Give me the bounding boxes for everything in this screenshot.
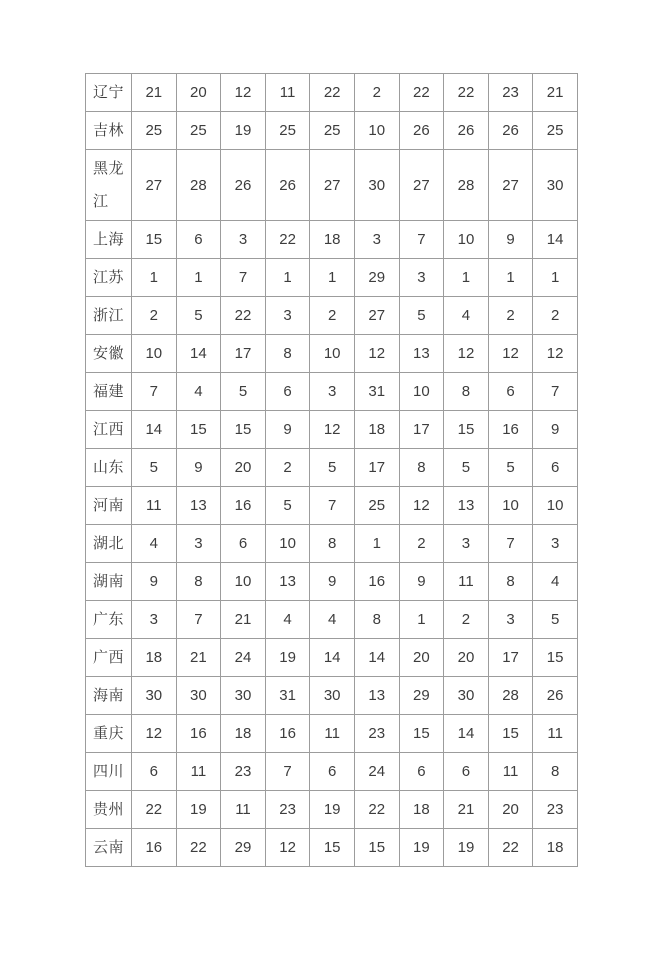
value-cell: 20 [221,449,266,487]
value-cell: 5 [265,487,310,525]
value-cell: 23 [488,74,533,112]
value-cell: 3 [444,525,489,563]
value-cell: 23 [221,753,266,791]
value-cell: 19 [221,112,266,150]
value-cell: 24 [221,639,266,677]
value-cell: 2 [399,525,444,563]
value-cell: 14 [444,715,489,753]
value-cell: 28 [488,677,533,715]
province-label: 黑龙江 [86,150,132,221]
value-cell: 12 [265,829,310,867]
value-cell: 2 [310,297,355,335]
value-cell: 18 [354,411,399,449]
value-cell: 16 [176,715,221,753]
value-cell: 25 [533,112,578,150]
value-cell: 9 [488,221,533,259]
value-cell: 15 [132,221,177,259]
table-row [86,259,578,297]
value-cell: 3 [310,373,355,411]
value-cell: 3 [132,601,177,639]
value-cell: 10 [132,335,177,373]
value-cell: 6 [310,753,355,791]
value-cell: 17 [221,335,266,373]
value-cell: 23 [265,791,310,829]
value-cell: 30 [310,677,355,715]
table-row [86,74,578,112]
value-cell: 9 [533,411,578,449]
table-body [86,74,578,867]
value-cell: 27 [310,150,355,221]
value-cell: 3 [399,259,444,297]
value-cell: 11 [488,753,533,791]
value-cell: 16 [221,487,266,525]
value-cell: 18 [132,639,177,677]
table-row [86,715,578,753]
value-cell: 30 [444,677,489,715]
value-cell: 22 [399,74,444,112]
value-cell: 5 [399,297,444,335]
value-cell: 15 [444,411,489,449]
value-cell: 12 [399,487,444,525]
value-cell: 18 [533,829,578,867]
value-cell: 2 [265,449,310,487]
value-cell: 26 [399,112,444,150]
value-cell: 19 [399,829,444,867]
value-cell: 5 [533,601,578,639]
value-cell: 7 [176,601,221,639]
value-cell: 27 [488,150,533,221]
value-cell: 10 [533,487,578,525]
value-cell: 24 [354,753,399,791]
value-cell: 30 [354,150,399,221]
value-cell: 15 [399,715,444,753]
value-cell: 25 [132,112,177,150]
value-cell: 4 [132,525,177,563]
value-cell: 21 [176,639,221,677]
value-cell: 11 [533,715,578,753]
value-cell: 7 [533,373,578,411]
value-cell: 20 [444,639,489,677]
value-cell: 10 [488,487,533,525]
value-cell: 2 [444,601,489,639]
value-cell: 20 [399,639,444,677]
value-cell: 12 [132,715,177,753]
table-row [86,791,578,829]
value-cell: 1 [176,259,221,297]
value-cell: 15 [221,411,266,449]
table-row [86,112,578,150]
province-label: 福建 [86,373,132,411]
value-cell: 28 [444,150,489,221]
table-row [86,753,578,791]
value-cell: 9 [176,449,221,487]
province-label: 江西 [86,411,132,449]
value-cell: 30 [176,677,221,715]
value-cell: 13 [265,563,310,601]
value-cell: 29 [354,259,399,297]
table-row [86,221,578,259]
value-cell: 3 [221,221,266,259]
value-cell: 30 [533,150,578,221]
value-cell: 15 [488,715,533,753]
value-cell: 5 [310,449,355,487]
value-cell: 2 [488,297,533,335]
value-cell: 14 [132,411,177,449]
value-cell: 9 [265,411,310,449]
province-label: 广东 [86,601,132,639]
value-cell: 10 [310,335,355,373]
value-cell: 18 [310,221,355,259]
province-label: 湖北 [86,525,132,563]
value-cell: 23 [354,715,399,753]
value-cell: 2 [132,297,177,335]
table-row [86,829,578,867]
value-cell: 15 [310,829,355,867]
value-cell: 18 [221,715,266,753]
value-cell: 25 [265,112,310,150]
value-cell: 5 [176,297,221,335]
value-cell: 2 [354,74,399,112]
value-cell: 8 [310,525,355,563]
value-cell: 17 [399,411,444,449]
value-cell: 16 [132,829,177,867]
value-cell: 8 [444,373,489,411]
value-cell: 29 [399,677,444,715]
value-cell: 16 [488,411,533,449]
value-cell: 17 [354,449,399,487]
value-cell: 7 [221,259,266,297]
value-cell: 16 [354,563,399,601]
value-cell: 2 [533,297,578,335]
value-cell: 14 [176,335,221,373]
value-cell: 10 [444,221,489,259]
value-cell: 10 [399,373,444,411]
value-cell: 11 [221,791,266,829]
value-cell: 14 [533,221,578,259]
value-cell: 22 [221,297,266,335]
value-cell: 27 [354,297,399,335]
value-cell: 1 [533,259,578,297]
value-cell: 8 [488,563,533,601]
table-row [86,335,578,373]
value-cell: 3 [488,601,533,639]
province-label: 广西 [86,639,132,677]
value-cell: 13 [399,335,444,373]
value-cell: 4 [533,563,578,601]
value-cell: 6 [399,753,444,791]
value-cell: 11 [176,753,221,791]
value-cell: 3 [533,525,578,563]
value-cell: 22 [176,829,221,867]
value-cell: 1 [265,259,310,297]
value-cell: 1 [310,259,355,297]
value-cell: 5 [221,373,266,411]
province-data-table [85,73,578,867]
value-cell: 28 [176,150,221,221]
value-cell: 12 [488,335,533,373]
value-cell: 11 [265,74,310,112]
value-cell: 9 [132,563,177,601]
table-row [86,297,578,335]
table-row [86,373,578,411]
value-cell: 23 [533,791,578,829]
province-label: 云南 [86,829,132,867]
value-cell: 19 [444,829,489,867]
value-cell: 6 [533,449,578,487]
value-cell: 27 [132,150,177,221]
value-cell: 1 [488,259,533,297]
value-cell: 1 [444,259,489,297]
value-cell: 13 [176,487,221,525]
value-cell: 12 [533,335,578,373]
province-label: 四川 [86,753,132,791]
value-cell: 22 [132,791,177,829]
province-label: 海南 [86,677,132,715]
value-cell: 12 [310,411,355,449]
value-cell: 10 [221,563,266,601]
value-cell: 16 [265,715,310,753]
value-cell: 10 [354,112,399,150]
value-cell: 4 [444,297,489,335]
value-cell: 13 [354,677,399,715]
value-cell: 3 [176,525,221,563]
value-cell: 21 [444,791,489,829]
province-label: 重庆 [86,715,132,753]
province-label: 上海 [86,221,132,259]
province-label: 湖南 [86,563,132,601]
value-cell: 14 [354,639,399,677]
value-cell: 6 [444,753,489,791]
value-cell: 31 [265,677,310,715]
value-cell: 12 [221,74,266,112]
value-cell: 4 [310,601,355,639]
value-cell: 18 [399,791,444,829]
value-cell: 6 [132,753,177,791]
value-cell: 7 [399,221,444,259]
value-cell: 1 [399,601,444,639]
value-cell: 7 [265,753,310,791]
value-cell: 20 [488,791,533,829]
province-label: 安徽 [86,335,132,373]
value-cell: 15 [176,411,221,449]
value-cell: 3 [354,221,399,259]
value-cell: 12 [354,335,399,373]
table-row [86,150,578,221]
value-cell: 8 [533,753,578,791]
value-cell: 22 [444,74,489,112]
table-row [86,487,578,525]
table-row [86,639,578,677]
value-cell: 8 [265,335,310,373]
value-cell: 27 [399,150,444,221]
value-cell: 26 [265,150,310,221]
value-cell: 26 [221,150,266,221]
value-cell: 29 [221,829,266,867]
table-row [86,449,578,487]
province-table-container [85,73,578,867]
value-cell: 8 [354,601,399,639]
value-cell: 13 [444,487,489,525]
value-cell: 7 [132,373,177,411]
value-cell: 4 [265,601,310,639]
value-cell: 1 [354,525,399,563]
value-cell: 3 [265,297,310,335]
value-cell: 21 [221,601,266,639]
value-cell: 8 [399,449,444,487]
value-cell: 6 [221,525,266,563]
value-cell: 7 [310,487,355,525]
table-row [86,563,578,601]
value-cell: 22 [310,74,355,112]
table-row [86,411,578,449]
table-row [86,525,578,563]
value-cell: 22 [488,829,533,867]
value-cell: 19 [310,791,355,829]
value-cell: 25 [310,112,355,150]
province-label: 山东 [86,449,132,487]
value-cell: 11 [310,715,355,753]
province-label: 江苏 [86,259,132,297]
value-cell: 25 [176,112,221,150]
value-cell: 31 [354,373,399,411]
value-cell: 19 [176,791,221,829]
value-cell: 22 [354,791,399,829]
value-cell: 11 [132,487,177,525]
value-cell: 10 [265,525,310,563]
province-label: 浙江 [86,297,132,335]
province-label: 吉林 [86,112,132,150]
value-cell: 4 [176,373,221,411]
value-cell: 11 [444,563,489,601]
value-cell: 5 [132,449,177,487]
value-cell: 9 [399,563,444,601]
value-cell: 26 [488,112,533,150]
value-cell: 15 [354,829,399,867]
province-label: 河南 [86,487,132,525]
value-cell: 26 [444,112,489,150]
value-cell: 6 [265,373,310,411]
value-cell: 8 [176,563,221,601]
value-cell: 26 [533,677,578,715]
value-cell: 6 [488,373,533,411]
value-cell: 17 [488,639,533,677]
province-label: 贵州 [86,791,132,829]
value-cell: 25 [354,487,399,525]
value-cell: 30 [221,677,266,715]
value-cell: 14 [310,639,355,677]
value-cell: 21 [533,74,578,112]
province-label: 辽宁 [86,74,132,112]
value-cell: 5 [488,449,533,487]
value-cell: 7 [488,525,533,563]
value-cell: 30 [132,677,177,715]
value-cell: 21 [132,74,177,112]
value-cell: 19 [265,639,310,677]
value-cell: 9 [310,563,355,601]
value-cell: 1 [132,259,177,297]
value-cell: 6 [176,221,221,259]
value-cell: 12 [444,335,489,373]
value-cell: 15 [533,639,578,677]
value-cell: 22 [265,221,310,259]
value-cell: 5 [444,449,489,487]
table-row [86,601,578,639]
value-cell: 20 [176,74,221,112]
table-row [86,677,578,715]
